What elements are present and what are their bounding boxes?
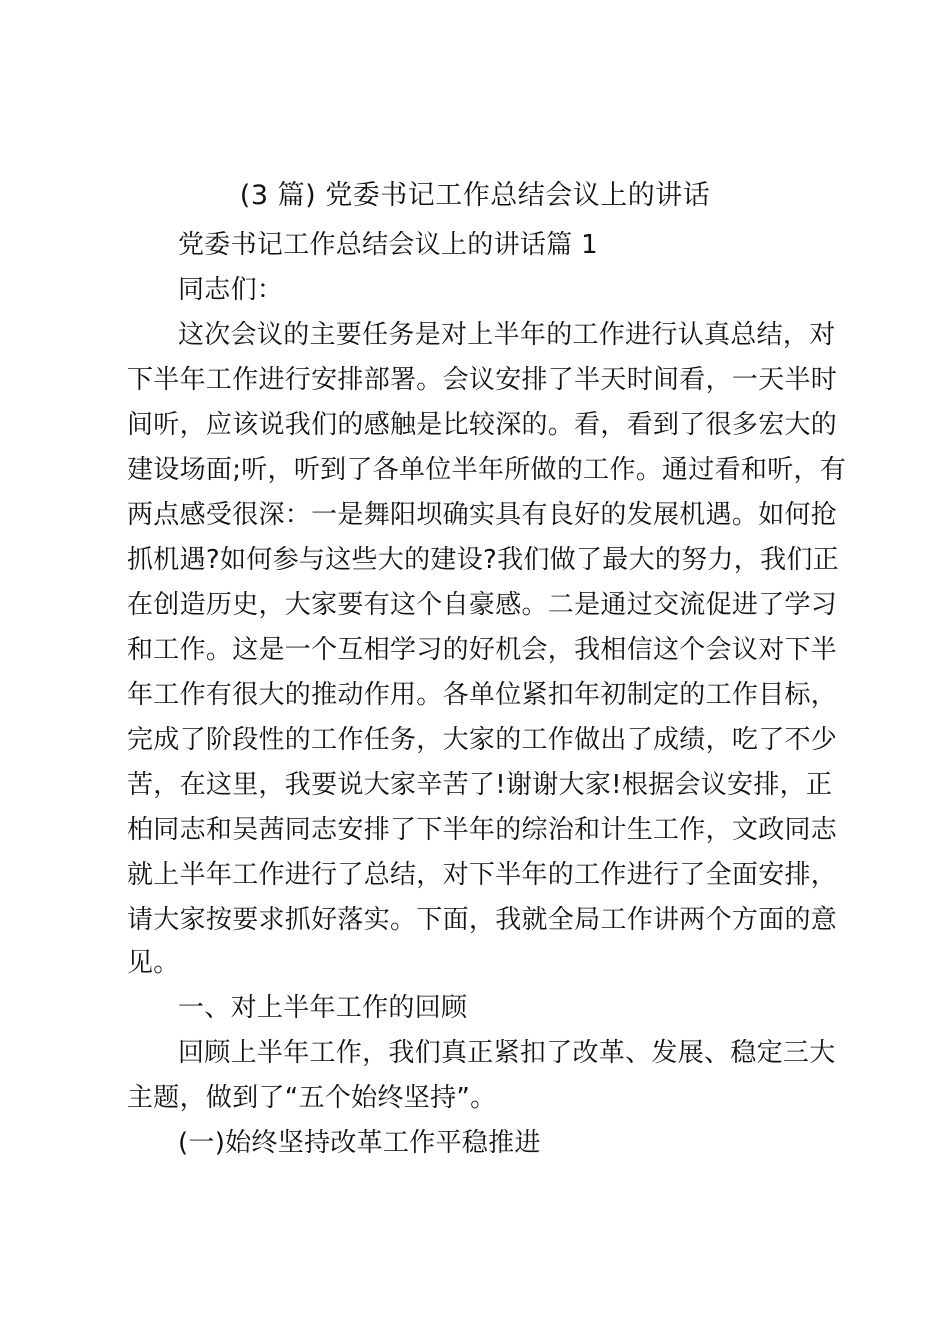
paragraph-line: 见。 [127,948,180,978]
paragraph-line: 这次会议的主要任务是对上半年的工作进行认真总结，对 [178,320,836,350]
paragraph-line: 完成了阶段性的工作任务，大家的工作做出了成绩，吃了不少 [127,725,838,755]
paragraph-line: 和工作。这是一个互相学习的好机会，我相信这个会议对下半 [127,635,838,665]
paragraph-line: 两点感受很深：一是舞阳坝确实具有良好的发展机遇。如何抢 [127,500,838,530]
paragraph-line: 就上半年工作进行了总结，对下半年的工作进行了全面安排， [127,860,838,890]
section-subtitle: 党委书记工作总结会议上的讲话篇 1 [178,230,598,260]
paragraph-line: 回顾上半年工作，我们真正紧扣了改革、发展、稳定三大 [178,1038,836,1068]
paragraph-line: 苦，在这里，我要说大家辛苦了!谢谢大家!根据会议安排，正 [127,770,833,800]
paragraph-line: 请大家按要求抓好落实。下面，我就全局工作讲两个方面的意 [127,905,838,935]
paragraph-line: 柏同志和吴茜同志安排了下半年的综治和计生工作，文政同志 [127,815,838,845]
paragraph-line: 间听，应该说我们的感触是比较深的。看，看到了很多宏大的 [127,410,838,440]
section-heading: 一、对上半年工作的回顾 [178,993,468,1023]
document-title: (3 篇) 党委书记工作总结会议上的讲话 [239,180,711,211]
paragraph-line: 抓机遇?如何参与这些大的建设?我们做了最大的努力，我们正 [127,545,840,575]
salutation: 同志们： [178,275,284,305]
paragraph-line: 在创造历史，大家要有这个自豪感。二是通过交流促进了学习 [127,590,838,620]
paragraph-line: 下半年工作进行安排部署。会议安排了半天时间看，一天半时 [127,365,838,395]
paragraph-line: 年工作有很大的推动作用。各单位紧扣年初制定的工作目标， [127,680,838,710]
paragraph-line: 主题，做到了“五个始终坚持”。 [127,1083,497,1113]
paragraph-line: 建设场面;听，听到了各单位半年所做的工作。通过看和听，有 [127,455,847,485]
subsection-heading: (一)始终坚持改革工作平稳推进 [178,1128,541,1158]
